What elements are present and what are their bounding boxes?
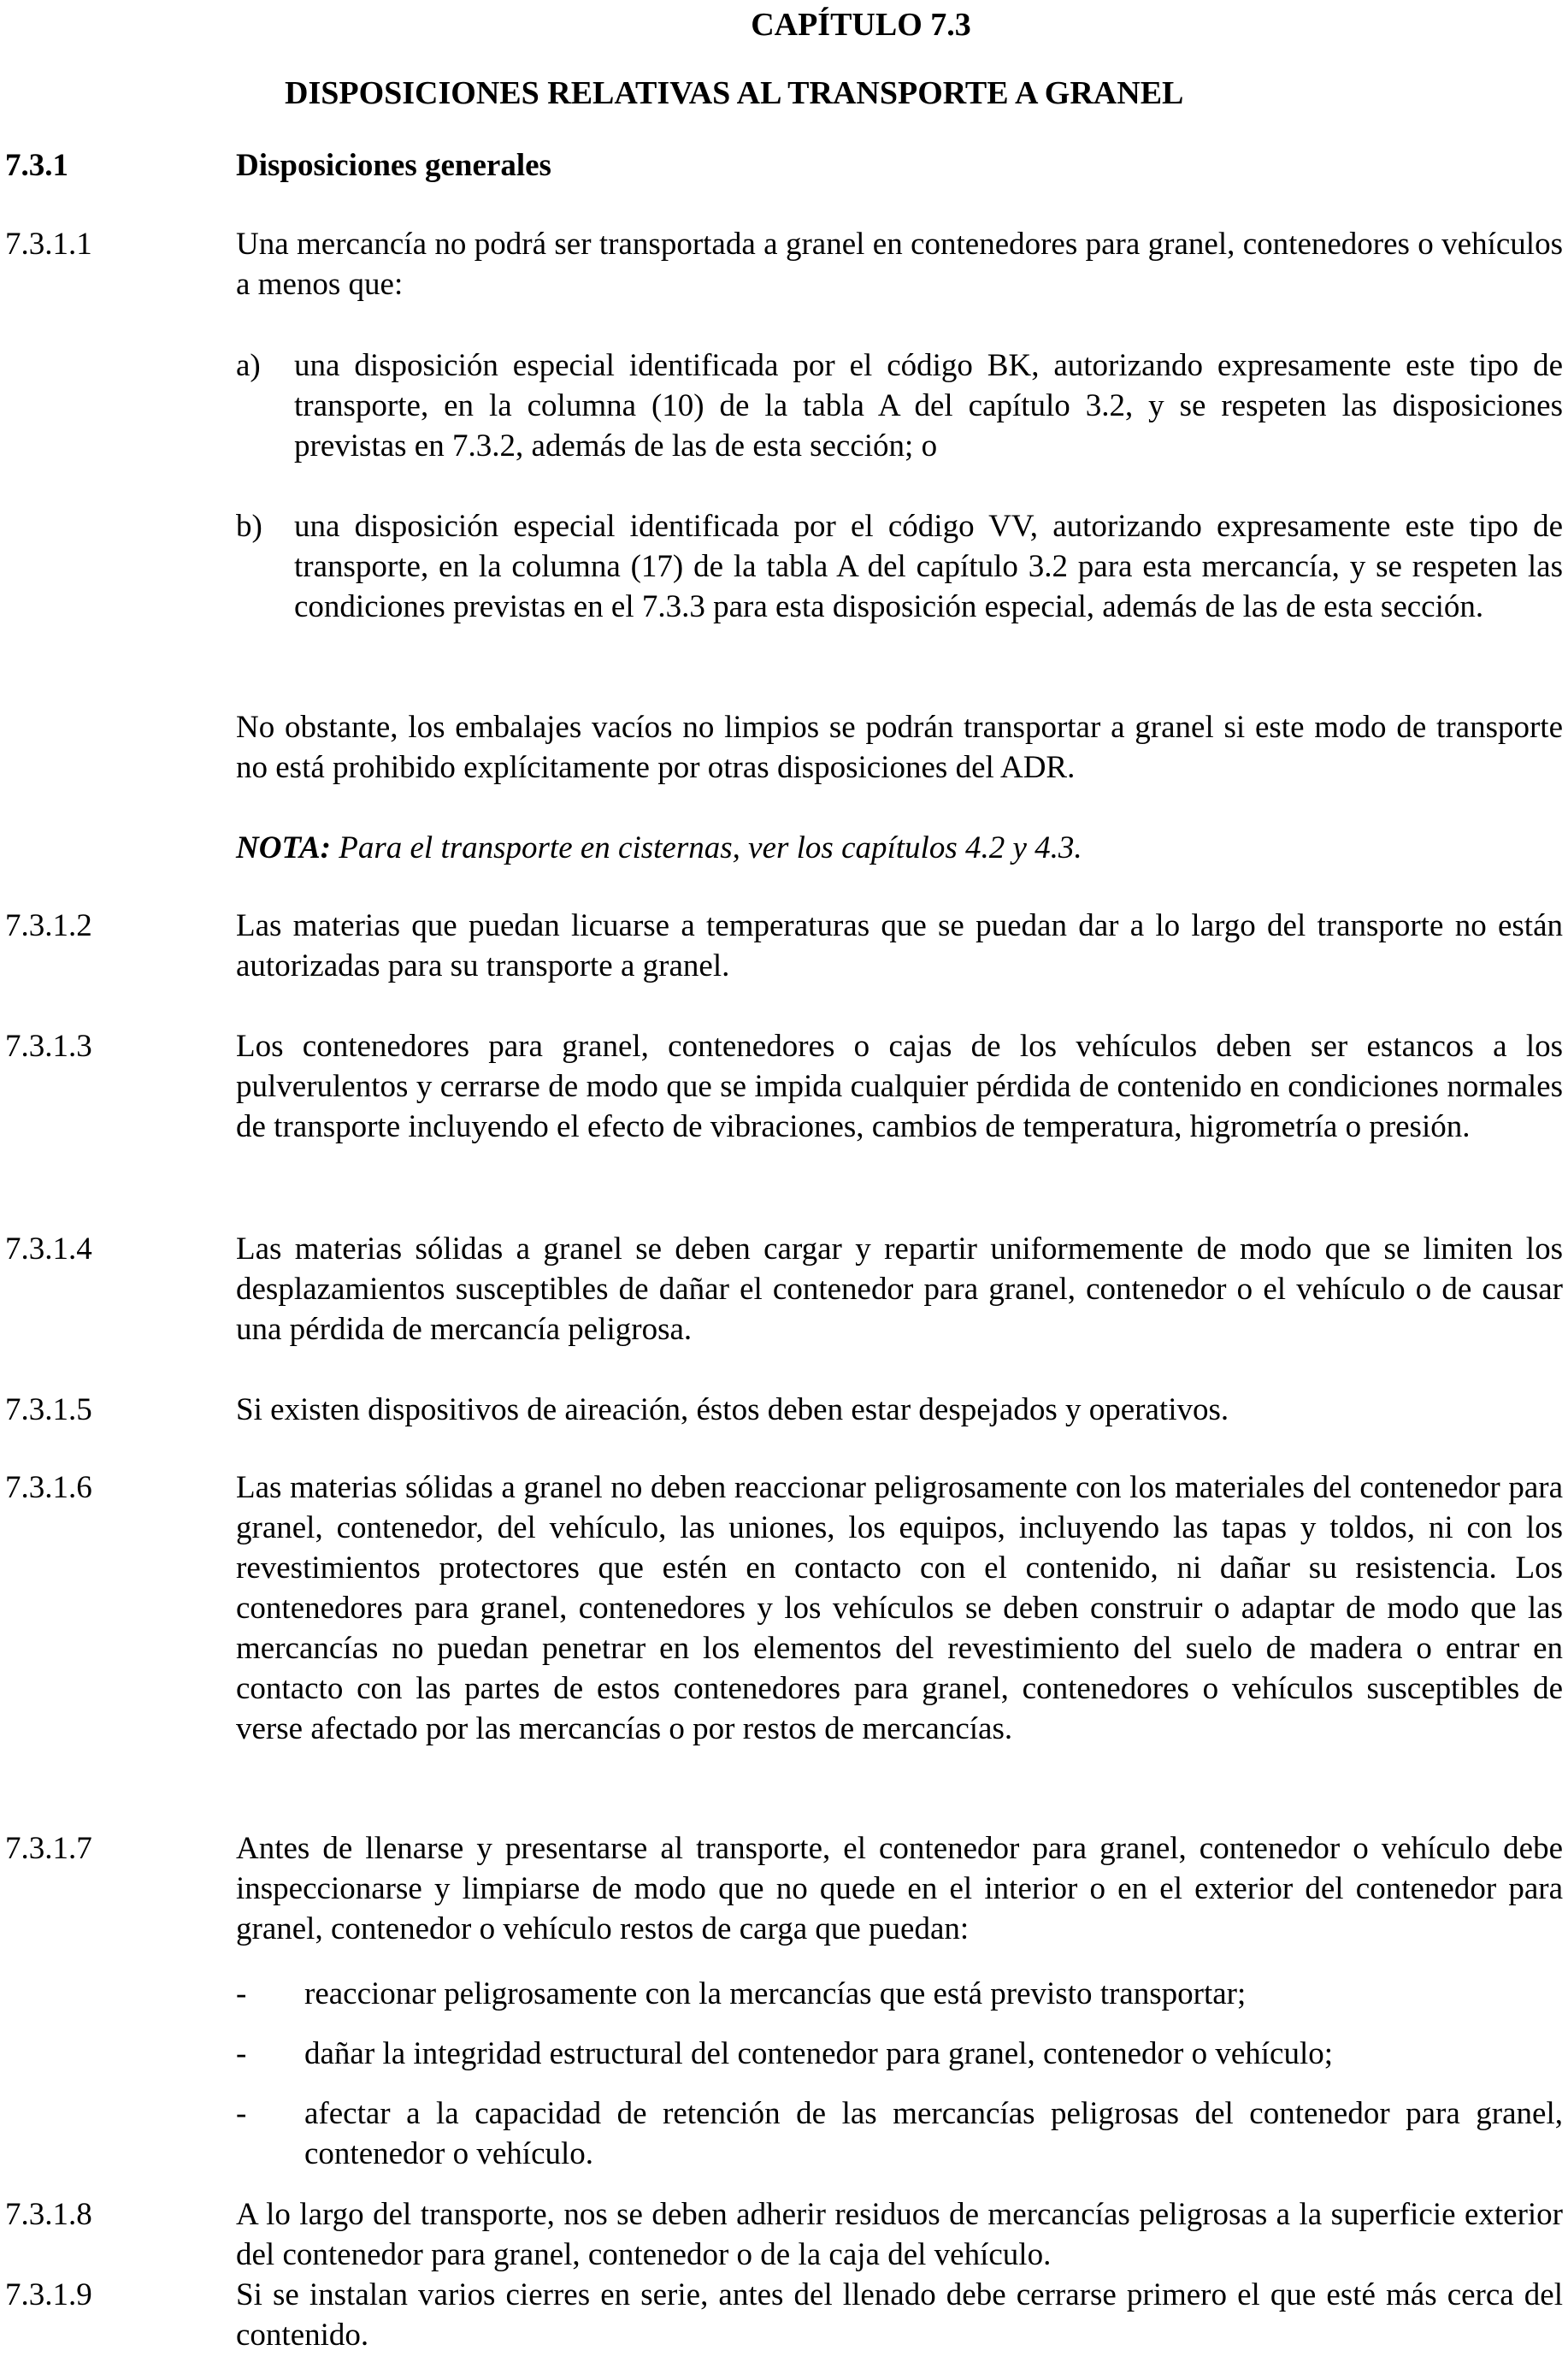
paragraph-text: Las materias sólidas a granel se deben cargar y repartir uniformemente de modo que se limiten los desplazamientos susceptibles de dañar el contenedor para granel, contenedor o el vehículo o de causar una pérdida de mercancía peligrosa.: [236, 1231, 1563, 1347]
section-title: Disposiciones generales: [236, 148, 551, 183]
list-marker: a): [236, 348, 261, 383]
paragraph-number: 7.3.1.9: [5, 2277, 92, 2312]
chapter-title: DISPOSICIONES RELATIVAS AL TRANSPORTE A GRANEL: [285, 75, 1184, 111]
paragraph-text: No obstante, los embalajes vacíos no limpios se podrán transportar a granel si este modo de transporte no está prohibido explícitamente por otras disposiciones del ADR.: [236, 710, 1563, 785]
list-marker: -: [236, 1976, 247, 2011]
list-marker: -: [236, 2036, 247, 2071]
note: [236, 828, 1563, 868]
note-label: NOTA:: [236, 830, 331, 865]
paragraph-text: Las materias que puedan licuarse a temperaturas que se puedan dar a lo largo del transporte no están autorizadas para su transporte a granel.: [236, 908, 1563, 983]
paragraph-text: Si existen dispositivos de aireación, éstos deben estar despejados y operativos.: [236, 1392, 1229, 1427]
note-text: Para el transporte en cisternas, ver los capítulos 4.2 y 4.3.: [331, 830, 1082, 865]
list-marker: b): [236, 509, 262, 544]
paragraph-text: Los contenedores para granel, contenedores o cajas de los vehículos deben ser estancos a los pulverulentos y cerrarse de modo que se impida cualquier pérdida de contenido en condiciones normales de transporte incluyendo el efecto de vibraciones, cambios de temperatura, higrometría o presión.: [236, 1029, 1563, 1144]
paragraph-number: 7.3.1.3: [5, 1029, 92, 1064]
paragraph-number: 7.3.1.7: [5, 1831, 92, 1866]
paragraph-number: 7.3.1.1: [5, 227, 92, 262]
list-marker: -: [236, 2096, 247, 2131]
list-item-text: reaccionar peligrosamente con la mercancías que está previsto transportar;: [304, 1976, 1247, 2011]
paragraph-number: 7.3.1.5: [5, 1392, 92, 1427]
paragraph-number: 7.3.1.2: [5, 908, 92, 943]
paragraph-text: Si se instalan varios cierres en serie, antes del llenado debe cerrarse primero el que esté más cerca del contenido.: [236, 2277, 1563, 2353]
paragraph-number: 7.3.1.8: [5, 2197, 92, 2232]
chapter-heading: CAPÍTULO 7.3: [751, 7, 971, 43]
paragraph-text: Una mercancía no podrá ser transportada a granel en contenedores para granel, contenedores o vehículos a menos que:: [236, 227, 1563, 302]
paragraph-text: Las materias sólidas a granel no deben reaccionar peligrosamente con los materiales del contenedor para granel, contenedor, del vehículo, las uniones, los equipos, incluyendo las tapas y toldos, ni con los revestimientos protectores que estén en contacto con el contenido, ni dañar su resistencia. Los contenedores para granel, contenedores y los vehículos se deben construir o adaptar de modo que las mercancías no puedan penetrar en los elementos del revestimiento del suelo de madera o entrar en contacto con las partes de estos contenedores para granel, contenedores o vehículos susceptibles de verse afectado por las mercancías o por restos de mercancías.: [236, 1470, 1563, 1746]
paragraph-text: Antes de llenarse y presentarse al transporte, el contenedor para granel, contenedor o vehículo debe inspeccionarse y limpiarse de modo que no quede en el interior o en el exterior del contenedor para granel, contenedor o vehículo restos de carga que puedan:: [236, 1831, 1563, 1946]
section-number: 7.3.1: [5, 148, 68, 183]
list-item-text: dañar la integridad estructural del contenedor para granel, contenedor o vehículo;: [304, 2036, 1334, 2071]
paragraph-number: 7.3.1.4: [5, 1231, 92, 1267]
paragraph-number: 7.3.1.6: [5, 1470, 92, 1505]
paragraph-text: A lo largo del transporte, nos se deben adherir residuos de mercancías peligrosas a la superficie exterior del contenedor para granel, contenedor o de la caja del vehículo.: [236, 2197, 1563, 2272]
list-item-text: afectar a la capacidad de retención de las mercancías peligrosas del contenedor para granel, contenedor o vehículo.: [304, 2096, 1563, 2171]
list-item-text: una disposición especial identificada por el código VV, autorizando expresamente este tipo de transporte, en la columna (17) de la tabla A del capítulo 3.2 para esta mercancía, y se respeten las condiciones previstas en el 7.3.3 para esta disposición especial, además de las de esta sección.: [294, 509, 1563, 624]
list-item-text: una disposición especial identificada por el código BK, autorizando expresamente este tipo de transporte, en la columna (10) de la tabla A del capítulo 3.2, y se respeten las disposiciones previstas en 7.3.2, además de las de esta sección; o: [294, 348, 1563, 464]
